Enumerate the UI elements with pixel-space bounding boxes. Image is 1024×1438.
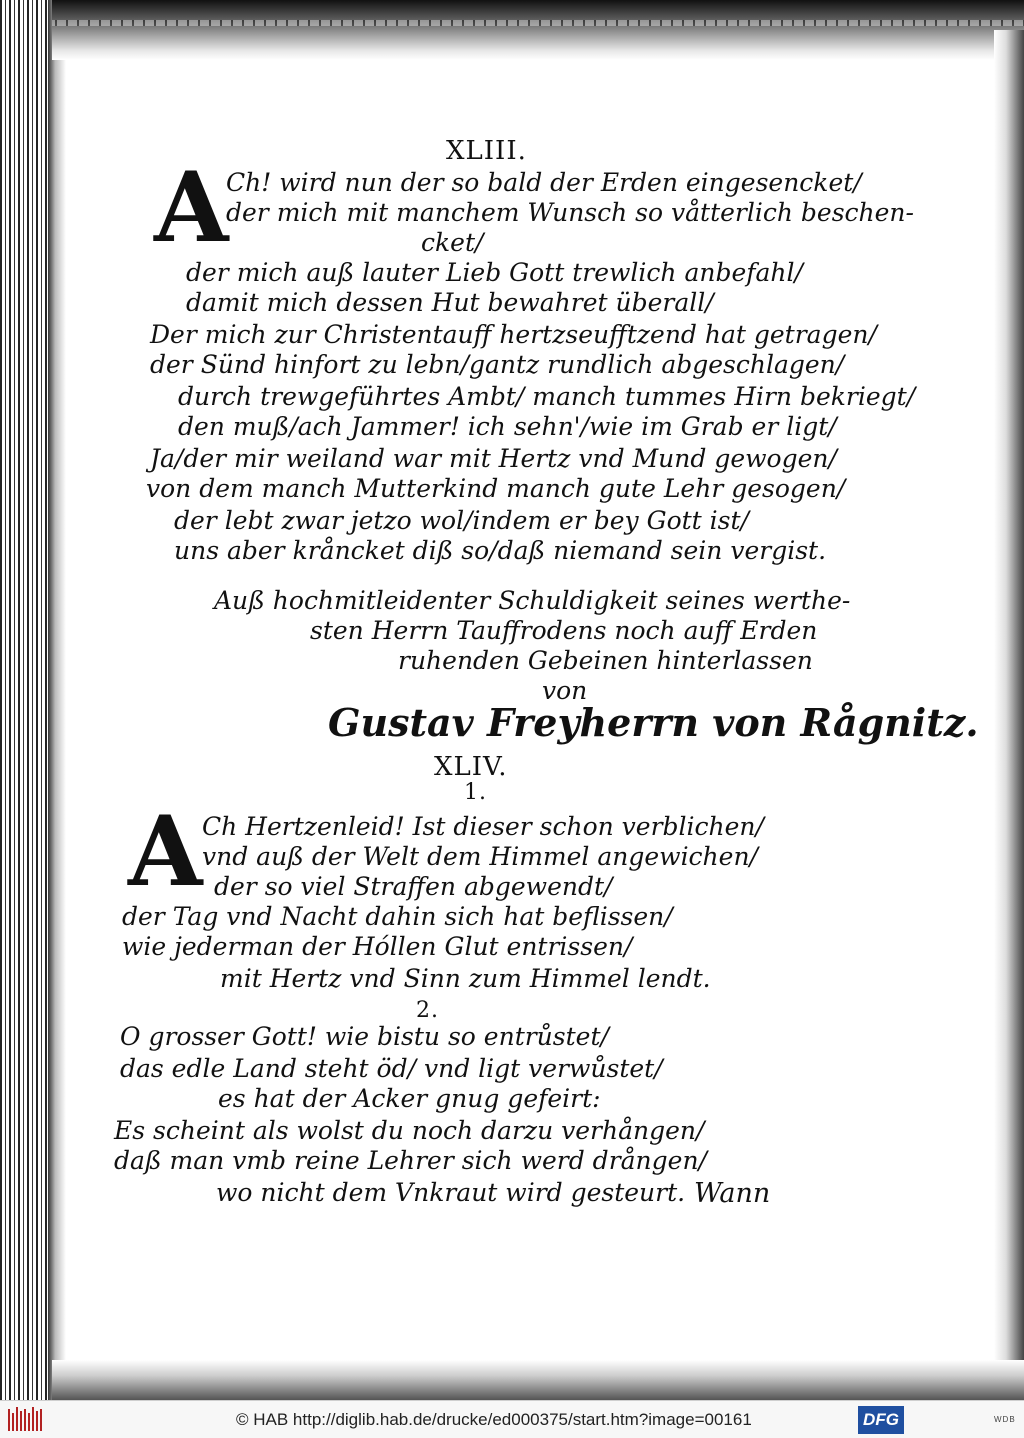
poem-43-line: Der mich zur Christentauff hertzseufftzend hat getragen/: [150, 320, 877, 349]
stanza-1-line: Ch Hertzenleid! Ist dieser schon verblichen/: [202, 812, 764, 841]
poem-43-line: Ch! wird nun der so bald der Erden eingesencket/: [226, 168, 862, 197]
dedication-line: Auß hochmitleidenter Schuldigkeit seines werthe-: [214, 586, 851, 615]
stanza-2-line: wo nicht dem Vnkraut wird gesteurt.: [216, 1178, 686, 1207]
stanza-1-number: 1.: [464, 780, 487, 805]
poem-43-number: XLIII.: [446, 136, 527, 166]
stanza-2-line: Es scheint als wolst du noch darzu verhången/: [114, 1116, 705, 1145]
author-name: Gustav Freyherrn von Rågnitz.: [328, 700, 979, 745]
dedication-line: sten Herrn Tauffrodens noch auff Erden: [310, 616, 818, 645]
binding-shadow: [48, 0, 66, 1400]
poem-43-line: cket/: [421, 228, 484, 257]
stanza-2-line: es hat der Acker gnug gefeirt:: [218, 1084, 601, 1113]
stanza-1-line: mit Hertz vnd Sinn zum Himmel lendt.: [220, 964, 711, 993]
poem-43-line: uns aber kråncket diß so/daß niemand sein vergist.: [174, 536, 827, 565]
dedication-line: ruhenden Gebeinen hinterlassen: [398, 646, 813, 675]
bottom-scan-edge: [52, 1360, 1024, 1400]
poem-43-line: von dem manch Mutterkind manch gute Lehr gesogen/: [146, 474, 846, 503]
poem-44-number: XLIV.: [434, 752, 508, 782]
printed-page: [66, 60, 994, 1360]
wdb-label: WDB: [994, 1415, 1016, 1424]
stanza-2-line: O grosser Gott! wie bistu so entrůstet/: [120, 1022, 609, 1051]
stanza-1-line: wie jederman der Hóllen Glut entrissen/: [122, 932, 633, 961]
poem-44-initial: A: [128, 795, 203, 908]
hab-logo-icon: [6, 1405, 46, 1435]
right-scan-edge: [994, 30, 1024, 1360]
dedication-line: von: [542, 676, 588, 705]
top-edge-texture: [52, 20, 1024, 26]
poem-43-line: durch trewgeführtes Ambt/ manch tummes Hirn bekriegt/: [178, 382, 916, 411]
poem-43-line: der mich mit manchem Wunsch so våtterlich beschen-: [226, 198, 914, 227]
stanza-1-line: der Tag vnd Nacht dahin sich hat beflissen/: [122, 902, 673, 931]
poem-43-line: Ja/der mir weiland war mit Hertz vnd Mund gewogen/: [150, 444, 837, 473]
stanza-2-line: daß man vmb reine Lehrer sich werd drången/: [114, 1146, 707, 1175]
catchword: Wann: [694, 1178, 771, 1209]
stanza-1-line: der so viel Straffen abgewendt/: [214, 872, 613, 901]
top-scan-edge: [52, 0, 1024, 60]
dfg-logo: DFG: [858, 1406, 904, 1434]
copyright-citation-link[interactable]: © HAB http://diglib.hab.de/drucke/ed000375/start.htm?image=00161: [236, 1410, 752, 1429]
stanza-2-number: 2.: [416, 998, 439, 1023]
poem-43-line: der lebt zwar jetzo wol/indem er bey Gott ist/: [174, 506, 749, 535]
poem-43-line: den muß/ach Jammer! ich sehn'/wie im Grab er ligt/: [178, 412, 837, 441]
book-binding-edge: [0, 0, 52, 1400]
poem-43-line: der mich auß lauter Lieb Gott trewlich anbefahl/: [186, 258, 803, 287]
stanza-2-line: das edle Land steht öd/ vnd ligt verwůstet/: [120, 1054, 663, 1083]
stanza-1-line: vnd auß der Welt dem Himmel angewichen/: [202, 842, 758, 871]
viewer-footer: [0, 1400, 1024, 1438]
poem-43-line: damit mich dessen Hut bewahret überall/: [186, 288, 714, 317]
poem-43-initial: A: [154, 151, 229, 264]
poem-43-line: der Sünd hinfort zu lebn/gantz rundlich abgeschlagen/: [150, 350, 845, 379]
